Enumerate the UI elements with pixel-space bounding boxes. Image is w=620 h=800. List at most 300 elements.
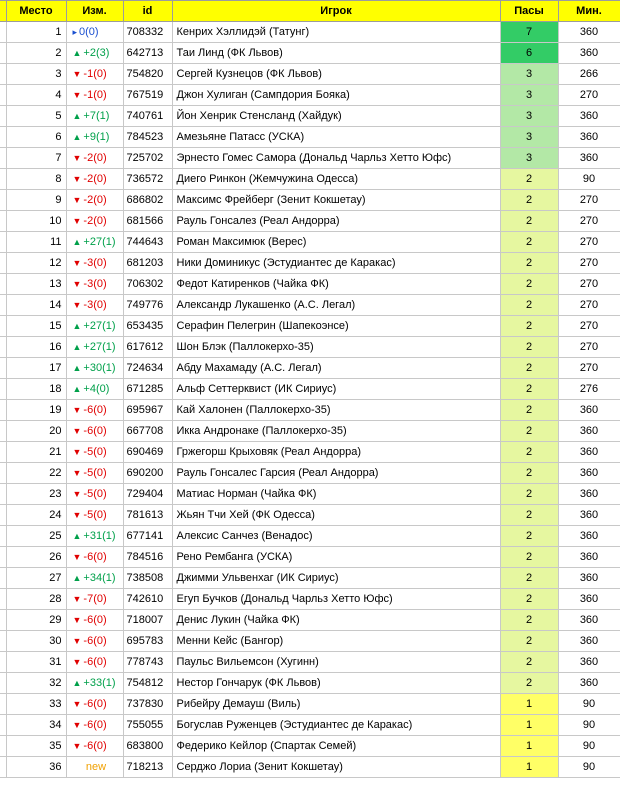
cell-minutes[interactable]: 90 bbox=[558, 736, 620, 757]
cell-id[interactable]: 718213 bbox=[123, 757, 172, 778]
cell-minutes[interactable]: 360 bbox=[558, 484, 620, 505]
cell-change[interactable] bbox=[66, 148, 123, 169]
cell-minutes[interactable]: 360 bbox=[558, 589, 620, 610]
cell-place[interactable]: 5 bbox=[6, 106, 66, 127]
cell-player[interactable]: Денис Лукин (Чайка ФК) bbox=[172, 610, 500, 631]
cell-change[interactable] bbox=[66, 400, 123, 421]
cell-place[interactable]: 23 bbox=[6, 484, 66, 505]
cell-id[interactable]: 736572 bbox=[123, 169, 172, 190]
arrow-down-icon: ▼ bbox=[72, 300, 82, 310]
cell-place[interactable]: 16 bbox=[6, 337, 66, 358]
cell-player[interactable]: Жьян Тчи Хей (ФК Одесса) bbox=[172, 505, 500, 526]
cell-place[interactable]: 27 bbox=[6, 568, 66, 589]
table-row bbox=[0, 316, 620, 337]
cell-passes[interactable]: 1 bbox=[500, 736, 558, 757]
change-value: -6(0) bbox=[83, 425, 107, 437]
cell-minutes[interactable]: 360 bbox=[558, 106, 620, 127]
cell-id[interactable]: 784516 bbox=[123, 547, 172, 568]
cell-id[interactable]: 695783 bbox=[123, 631, 172, 652]
cell-player[interactable]: Александр Лукашенко (А.С. Легал) bbox=[172, 295, 500, 316]
arrow-down-icon: ▼ bbox=[72, 90, 82, 100]
cell-player[interactable]: Сергей Кузнецов (ФК Львов) bbox=[172, 64, 500, 85]
change-value: -6(0) bbox=[83, 740, 107, 752]
cell-minutes[interactable]: 360 bbox=[558, 442, 620, 463]
cell-minutes[interactable]: 360 bbox=[558, 568, 620, 589]
cell-id[interactable]: 690200 bbox=[123, 463, 172, 484]
arrow-down-icon: ▼ bbox=[72, 468, 82, 478]
cell-passes[interactable]: 1 bbox=[500, 715, 558, 736]
change-value: +4(0) bbox=[83, 383, 110, 395]
cell-passes[interactable]: 2 bbox=[500, 253, 558, 274]
table-row bbox=[0, 484, 620, 505]
cell-passes[interactable]: 2 bbox=[500, 589, 558, 610]
cell-passes[interactable]: 2 bbox=[500, 295, 558, 316]
header-row bbox=[0, 1, 620, 22]
cell-passes[interactable]: 2 bbox=[500, 505, 558, 526]
cell-change[interactable] bbox=[66, 253, 123, 274]
header-change[interactable]: Изм. bbox=[66, 1, 123, 22]
cell-place[interactable]: 34 bbox=[6, 715, 66, 736]
cell-passes[interactable]: 2 bbox=[500, 337, 558, 358]
cell-minutes[interactable]: 360 bbox=[558, 547, 620, 568]
cell-place[interactable]: 35 bbox=[6, 736, 66, 757]
cell-minutes[interactable]: 270 bbox=[558, 85, 620, 106]
cell-passes[interactable]: 3 bbox=[500, 127, 558, 148]
cell-change[interactable] bbox=[66, 337, 123, 358]
cell-player[interactable]: Серджо Лориа (Зенит Кокшетау) bbox=[172, 757, 500, 778]
arrow-down-icon: ▼ bbox=[72, 657, 82, 667]
cell-place[interactable]: 32 bbox=[6, 673, 66, 694]
cell-passes[interactable]: 1 bbox=[500, 694, 558, 715]
cell-player[interactable]: Рауль Гонсалес Гарсия (Реал Андорра) bbox=[172, 463, 500, 484]
arrow-down-icon: ▼ bbox=[72, 69, 82, 79]
cell-place[interactable]: 28 bbox=[6, 589, 66, 610]
cell-change[interactable] bbox=[66, 316, 123, 337]
cell-minutes[interactable]: 90 bbox=[558, 757, 620, 778]
cell-minutes[interactable]: 270 bbox=[558, 295, 620, 316]
cell-minutes[interactable]: 270 bbox=[558, 253, 620, 274]
change-value: -6(0) bbox=[83, 698, 107, 710]
cell-change[interactable] bbox=[66, 694, 123, 715]
cell-change[interactable] bbox=[66, 589, 123, 610]
cell-place[interactable]: 2 bbox=[6, 43, 66, 64]
cell-change[interactable] bbox=[66, 610, 123, 631]
cell-player[interactable]: Джимми Ульвенхаг (ИК Сириус) bbox=[172, 568, 500, 589]
cell-minutes[interactable]: 360 bbox=[558, 463, 620, 484]
cell-passes[interactable]: 2 bbox=[500, 169, 558, 190]
cell-change[interactable] bbox=[66, 379, 123, 400]
cell-place[interactable]: 6 bbox=[6, 127, 66, 148]
cell-place[interactable]: 36 bbox=[6, 757, 66, 778]
cell-change[interactable] bbox=[66, 715, 123, 736]
cell-player[interactable]: Ники Доминикус (Эстудиантес де Каракас) bbox=[172, 253, 500, 274]
header-place[interactable]: Место bbox=[6, 1, 66, 22]
table-row bbox=[0, 505, 620, 526]
cell-player[interactable]: Серафин Пелегрин (Шапекоэнсе) bbox=[172, 316, 500, 337]
cell-passes[interactable]: 7 bbox=[500, 22, 558, 43]
arrow-down-icon: ▼ bbox=[72, 153, 82, 163]
cell-change[interactable] bbox=[66, 547, 123, 568]
cell-minutes[interactable]: 360 bbox=[558, 610, 620, 631]
arrow-up-icon: ▲ bbox=[72, 321, 82, 331]
header-passes[interactable]: Пасы bbox=[500, 1, 558, 22]
change-value: new bbox=[85, 761, 107, 773]
table-row bbox=[0, 694, 620, 715]
header-id[interactable]: id bbox=[123, 1, 172, 22]
cell-minutes[interactable]: 360 bbox=[558, 631, 620, 652]
cell-minutes[interactable]: 90 bbox=[558, 694, 620, 715]
arrow-up-icon: ▲ bbox=[72, 531, 82, 541]
cell-place[interactable]: 19 bbox=[6, 400, 66, 421]
header-player[interactable]: Игрок bbox=[172, 1, 500, 22]
table-row bbox=[0, 274, 620, 295]
cell-minutes[interactable]: 360 bbox=[558, 43, 620, 64]
cell-player[interactable]: Рено Рембанга (УСКА) bbox=[172, 547, 500, 568]
table-row bbox=[0, 379, 620, 400]
change-value: 0(0) bbox=[79, 26, 99, 38]
arrow-down-icon: ▼ bbox=[72, 405, 82, 415]
arrow-up-icon: ▲ bbox=[72, 237, 82, 247]
cell-minutes[interactable]: 270 bbox=[558, 274, 620, 295]
cell-id[interactable]: 642713 bbox=[123, 43, 172, 64]
table-row bbox=[0, 547, 620, 568]
cell-player[interactable]: Менни Кейс (Бангор) bbox=[172, 631, 500, 652]
cell-id[interactable]: 784523 bbox=[123, 127, 172, 148]
cell-change[interactable] bbox=[66, 43, 123, 64]
cell-change[interactable] bbox=[66, 421, 123, 442]
cell-place[interactable]: 14 bbox=[6, 295, 66, 316]
cell-passes[interactable]: 2 bbox=[500, 190, 558, 211]
cell-place[interactable]: 12 bbox=[6, 253, 66, 274]
cell-change[interactable] bbox=[66, 673, 123, 694]
cell-minutes[interactable]: 360 bbox=[558, 22, 620, 43]
change-value: -6(0) bbox=[83, 656, 107, 668]
table-row bbox=[0, 169, 620, 190]
cell-change[interactable] bbox=[66, 274, 123, 295]
cell-id[interactable]: 681203 bbox=[123, 253, 172, 274]
change-value: -6(0) bbox=[83, 614, 107, 626]
table-row bbox=[0, 106, 620, 127]
cell-player[interactable]: Шон Блэк (Паллокерхо-35) bbox=[172, 337, 500, 358]
cell-passes[interactable]: 3 bbox=[500, 85, 558, 106]
cell-player[interactable]: Алексис Санчез (Венадос) bbox=[172, 526, 500, 547]
arrow-up-icon: ▲ bbox=[72, 573, 82, 583]
cell-minutes[interactable]: 360 bbox=[558, 127, 620, 148]
cell-place[interactable]: 22 bbox=[6, 463, 66, 484]
change-value: -6(0) bbox=[83, 551, 107, 563]
header-minutes[interactable]: Мин. bbox=[558, 1, 620, 22]
cell-passes[interactable]: 2 bbox=[500, 211, 558, 232]
table-row bbox=[0, 715, 620, 736]
cell-change[interactable] bbox=[66, 358, 123, 379]
cell-minutes[interactable]: 270 bbox=[558, 316, 620, 337]
cell-change[interactable] bbox=[66, 85, 123, 106]
cell-passes[interactable]: 2 bbox=[500, 610, 558, 631]
cell-change[interactable] bbox=[66, 211, 123, 232]
cell-minutes[interactable]: 276 bbox=[558, 379, 620, 400]
table-row bbox=[0, 400, 620, 421]
table-row bbox=[0, 442, 620, 463]
arrow-up-icon: ▲ bbox=[72, 111, 82, 121]
cell-id[interactable]: 738508 bbox=[123, 568, 172, 589]
change-value: -3(0) bbox=[83, 299, 107, 311]
arrow-down-icon: ▼ bbox=[72, 615, 82, 625]
cell-id[interactable]: 653435 bbox=[123, 316, 172, 337]
cell-passes[interactable]: 2 bbox=[500, 673, 558, 694]
cell-minutes[interactable]: 266 bbox=[558, 64, 620, 85]
cell-player[interactable]: Йон Хенрик Стенсланд (Хайдук) bbox=[172, 106, 500, 127]
cell-change[interactable] bbox=[66, 631, 123, 652]
arrow-down-icon: ▼ bbox=[72, 279, 82, 289]
cell-minutes[interactable]: 90 bbox=[558, 169, 620, 190]
cell-place[interactable]: 1 bbox=[6, 22, 66, 43]
change-value: -1(0) bbox=[83, 89, 107, 101]
cell-passes[interactable]: 2 bbox=[500, 442, 558, 463]
table-row bbox=[0, 568, 620, 589]
cell-minutes[interactable]: 360 bbox=[558, 400, 620, 421]
table-row bbox=[0, 211, 620, 232]
arrow-up-icon: ▲ bbox=[72, 342, 82, 352]
cell-id[interactable]: 708332 bbox=[123, 22, 172, 43]
cell-change[interactable] bbox=[66, 757, 123, 778]
cell-change[interactable] bbox=[66, 295, 123, 316]
cell-place[interactable]: 7 bbox=[6, 148, 66, 169]
arrow-up-icon: ▲ bbox=[72, 132, 82, 142]
arrow-down-icon: ▼ bbox=[72, 258, 82, 268]
cell-passes[interactable]: 2 bbox=[500, 652, 558, 673]
cell-minutes[interactable]: 360 bbox=[558, 148, 620, 169]
cell-player[interactable]: Альф Сеттерквист (ИК Сириус) bbox=[172, 379, 500, 400]
cell-player[interactable]: Матиас Норман (Чайка ФК) bbox=[172, 484, 500, 505]
cell-player[interactable]: Абду Махамаду (А.С. Легал) bbox=[172, 358, 500, 379]
cell-passes[interactable]: 3 bbox=[500, 64, 558, 85]
cell-change[interactable] bbox=[66, 127, 123, 148]
cell-place[interactable]: 21 bbox=[6, 442, 66, 463]
cell-passes[interactable]: 2 bbox=[500, 547, 558, 568]
cell-id[interactable]: 737830 bbox=[123, 694, 172, 715]
change-value: +27(1) bbox=[83, 236, 116, 248]
cell-passes[interactable]: 2 bbox=[500, 274, 558, 295]
cell-change[interactable] bbox=[66, 526, 123, 547]
cell-id[interactable]: 729404 bbox=[123, 484, 172, 505]
cell-player[interactable]: Эрнесто Гомес Самора (Дональд Чарльз Хетто Юфс) bbox=[172, 148, 500, 169]
cell-change[interactable] bbox=[66, 442, 123, 463]
cell-id[interactable]: 724634 bbox=[123, 358, 172, 379]
cell-minutes[interactable]: 270 bbox=[558, 358, 620, 379]
table-row bbox=[0, 736, 620, 757]
cell-passes[interactable]: 2 bbox=[500, 568, 558, 589]
cell-id[interactable]: 781613 bbox=[123, 505, 172, 526]
cell-minutes[interactable]: 270 bbox=[558, 337, 620, 358]
table-row bbox=[0, 757, 620, 778]
cell-id[interactable]: 690469 bbox=[123, 442, 172, 463]
cell-player[interactable]: Икка Андронаке (Паллокерхо-35) bbox=[172, 421, 500, 442]
change-value: -5(0) bbox=[83, 446, 107, 458]
table-row bbox=[0, 190, 620, 211]
cell-place[interactable]: 31 bbox=[6, 652, 66, 673]
table-row bbox=[0, 589, 620, 610]
cell-player[interactable]: Рауль Гонсалез (Реал Андорра) bbox=[172, 211, 500, 232]
cell-passes[interactable]: 2 bbox=[500, 232, 558, 253]
cell-change[interactable] bbox=[66, 505, 123, 526]
arrow-up-icon: ▲ bbox=[72, 363, 82, 373]
cell-id[interactable]: 755055 bbox=[123, 715, 172, 736]
cell-id[interactable]: 718007 bbox=[123, 610, 172, 631]
arrow-down-icon: ▼ bbox=[72, 552, 82, 562]
cell-change[interactable] bbox=[66, 169, 123, 190]
cell-place[interactable]: 29 bbox=[6, 610, 66, 631]
cell-passes[interactable]: 2 bbox=[500, 358, 558, 379]
change-value: -5(0) bbox=[83, 467, 107, 479]
cell-change[interactable] bbox=[66, 568, 123, 589]
arrow-right-icon: ▸ bbox=[72, 27, 78, 37]
table-row bbox=[0, 421, 620, 442]
cell-minutes[interactable]: 360 bbox=[558, 505, 620, 526]
cell-place[interactable]: 26 bbox=[6, 547, 66, 568]
cell-place[interactable]: 9 bbox=[6, 190, 66, 211]
cell-id[interactable]: 767519 bbox=[123, 85, 172, 106]
table-row bbox=[0, 463, 620, 484]
cell-minutes[interactable]: 360 bbox=[558, 421, 620, 442]
cell-minutes[interactable]: 360 bbox=[558, 526, 620, 547]
cell-id[interactable]: 754812 bbox=[123, 673, 172, 694]
cell-player[interactable]: Амезьяне Патасс (УСКА) bbox=[172, 127, 500, 148]
table-row bbox=[0, 610, 620, 631]
cell-change[interactable] bbox=[66, 22, 123, 43]
cell-passes[interactable]: 2 bbox=[500, 400, 558, 421]
cell-minutes[interactable]: 270 bbox=[558, 211, 620, 232]
cell-passes[interactable]: 3 bbox=[500, 106, 558, 127]
cell-player[interactable]: Джон Хулиган (Сампдория Бояка) bbox=[172, 85, 500, 106]
cell-player[interactable]: Роман Максимюк (Верес) bbox=[172, 232, 500, 253]
table-row bbox=[0, 127, 620, 148]
cell-id[interactable]: 742610 bbox=[123, 589, 172, 610]
cell-id[interactable]: 667708 bbox=[123, 421, 172, 442]
cell-id[interactable]: 740761 bbox=[123, 106, 172, 127]
arrow-down-icon: ▼ bbox=[72, 720, 82, 730]
cell-player[interactable]: Федот Катиренков (Чайка ФК) bbox=[172, 274, 500, 295]
cell-passes[interactable]: 2 bbox=[500, 631, 558, 652]
table-row bbox=[0, 673, 620, 694]
table-row bbox=[0, 148, 620, 169]
cell-passes[interactable]: 2 bbox=[500, 463, 558, 484]
cell-player[interactable]: Кенрих Хэллидэй (Татунг) bbox=[172, 22, 500, 43]
cell-player[interactable]: Егуп Бучков (Дональд Чарльз Хетто Юфс) bbox=[172, 589, 500, 610]
change-value: -6(0) bbox=[83, 719, 107, 731]
cell-player[interactable]: Богуслав Руженцев (Эстудиантес де Каракас) bbox=[172, 715, 500, 736]
cell-id[interactable]: 778743 bbox=[123, 652, 172, 673]
arrow-down-icon: ▼ bbox=[72, 447, 82, 457]
cell-id[interactable]: 686802 bbox=[123, 190, 172, 211]
cell-change[interactable] bbox=[66, 463, 123, 484]
cell-passes[interactable]: 3 bbox=[500, 148, 558, 169]
cell-id[interactable]: 677141 bbox=[123, 526, 172, 547]
arrow-up-icon: ▲ bbox=[72, 678, 82, 688]
change-value: +7(1) bbox=[83, 110, 110, 122]
table-row bbox=[0, 232, 620, 253]
cell-place[interactable]: 15 bbox=[6, 316, 66, 337]
cell-place[interactable]: 13 bbox=[6, 274, 66, 295]
cell-place[interactable]: 11 bbox=[6, 232, 66, 253]
change-value: -1(0) bbox=[83, 68, 107, 80]
cell-id[interactable]: 683800 bbox=[123, 736, 172, 757]
cell-place[interactable]: 20 bbox=[6, 421, 66, 442]
cell-id[interactable]: 744643 bbox=[123, 232, 172, 253]
cell-passes[interactable]: 2 bbox=[500, 421, 558, 442]
cell-change[interactable] bbox=[66, 484, 123, 505]
cell-change[interactable] bbox=[66, 106, 123, 127]
cell-player[interactable]: Федерико Кейлор (Спартак Семей) bbox=[172, 736, 500, 757]
change-value: +34(1) bbox=[83, 572, 116, 584]
change-value: +31(1) bbox=[83, 530, 116, 542]
arrow-down-icon: ▼ bbox=[72, 426, 82, 436]
arrow-down-icon: ▼ bbox=[72, 741, 82, 751]
cell-passes[interactable]: 2 bbox=[500, 526, 558, 547]
cell-minutes[interactable]: 360 bbox=[558, 673, 620, 694]
cell-id[interactable]: 749776 bbox=[123, 295, 172, 316]
arrow-down-icon: ▼ bbox=[72, 195, 82, 205]
table-row bbox=[0, 526, 620, 547]
cell-minutes[interactable]: 90 bbox=[558, 715, 620, 736]
cell-place[interactable]: 17 bbox=[6, 358, 66, 379]
cell-passes[interactable]: 2 bbox=[500, 316, 558, 337]
cell-player[interactable]: Паульс Вильемсон (Хугинн) bbox=[172, 652, 500, 673]
cell-change[interactable] bbox=[66, 190, 123, 211]
cell-place[interactable]: 30 bbox=[6, 631, 66, 652]
cell-minutes[interactable]: 360 bbox=[558, 652, 620, 673]
change-value: -2(0) bbox=[83, 152, 107, 164]
cell-place[interactable]: 4 bbox=[6, 85, 66, 106]
cell-player[interactable]: Гржегорш Крыховяк (Реал Андорра) bbox=[172, 442, 500, 463]
change-value: -3(0) bbox=[83, 257, 107, 269]
cell-change[interactable] bbox=[66, 652, 123, 673]
cell-id[interactable]: 617612 bbox=[123, 337, 172, 358]
cell-minutes[interactable]: 270 bbox=[558, 190, 620, 211]
cell-id[interactable]: 671285 bbox=[123, 379, 172, 400]
cell-player[interactable]: Максимс Фрейберг (Зенит Кокшетау) bbox=[172, 190, 500, 211]
cell-id[interactable]: 754820 bbox=[123, 64, 172, 85]
cell-id[interactable]: 695967 bbox=[123, 400, 172, 421]
change-value: -5(0) bbox=[83, 509, 107, 521]
cell-passes[interactable]: 6 bbox=[500, 43, 558, 64]
cell-id[interactable]: 706302 bbox=[123, 274, 172, 295]
cell-id[interactable]: 681566 bbox=[123, 211, 172, 232]
cell-change[interactable] bbox=[66, 736, 123, 757]
table-row bbox=[0, 652, 620, 673]
cell-player[interactable]: Рибейру Демауш (Виль) bbox=[172, 694, 500, 715]
cell-passes[interactable]: 2 bbox=[500, 379, 558, 400]
cell-passes[interactable]: 2 bbox=[500, 484, 558, 505]
cell-place[interactable]: 24 bbox=[6, 505, 66, 526]
cell-place[interactable]: 33 bbox=[6, 694, 66, 715]
cell-passes[interactable]: 1 bbox=[500, 757, 558, 778]
cell-player[interactable]: Кай Халонен (Паллокерхо-35) bbox=[172, 400, 500, 421]
cell-place[interactable]: 8 bbox=[6, 169, 66, 190]
cell-place[interactable]: 18 bbox=[6, 379, 66, 400]
change-value: -2(0) bbox=[83, 173, 107, 185]
cell-place[interactable]: 25 bbox=[6, 526, 66, 547]
cell-player[interactable]: Таи Линд (ФК Львов) bbox=[172, 43, 500, 64]
cell-place[interactable]: 10 bbox=[6, 211, 66, 232]
cell-minutes[interactable]: 270 bbox=[558, 232, 620, 253]
cell-player[interactable]: Диего Ринкон (Жемчужина Одесса) bbox=[172, 169, 500, 190]
cell-player[interactable]: Нестор Гончарук (ФК Львов) bbox=[172, 673, 500, 694]
cell-id[interactable]: 725702 bbox=[123, 148, 172, 169]
cell-change[interactable] bbox=[66, 232, 123, 253]
cell-change[interactable] bbox=[66, 64, 123, 85]
cell-place[interactable]: 3 bbox=[6, 64, 66, 85]
table-body bbox=[0, 22, 620, 778]
